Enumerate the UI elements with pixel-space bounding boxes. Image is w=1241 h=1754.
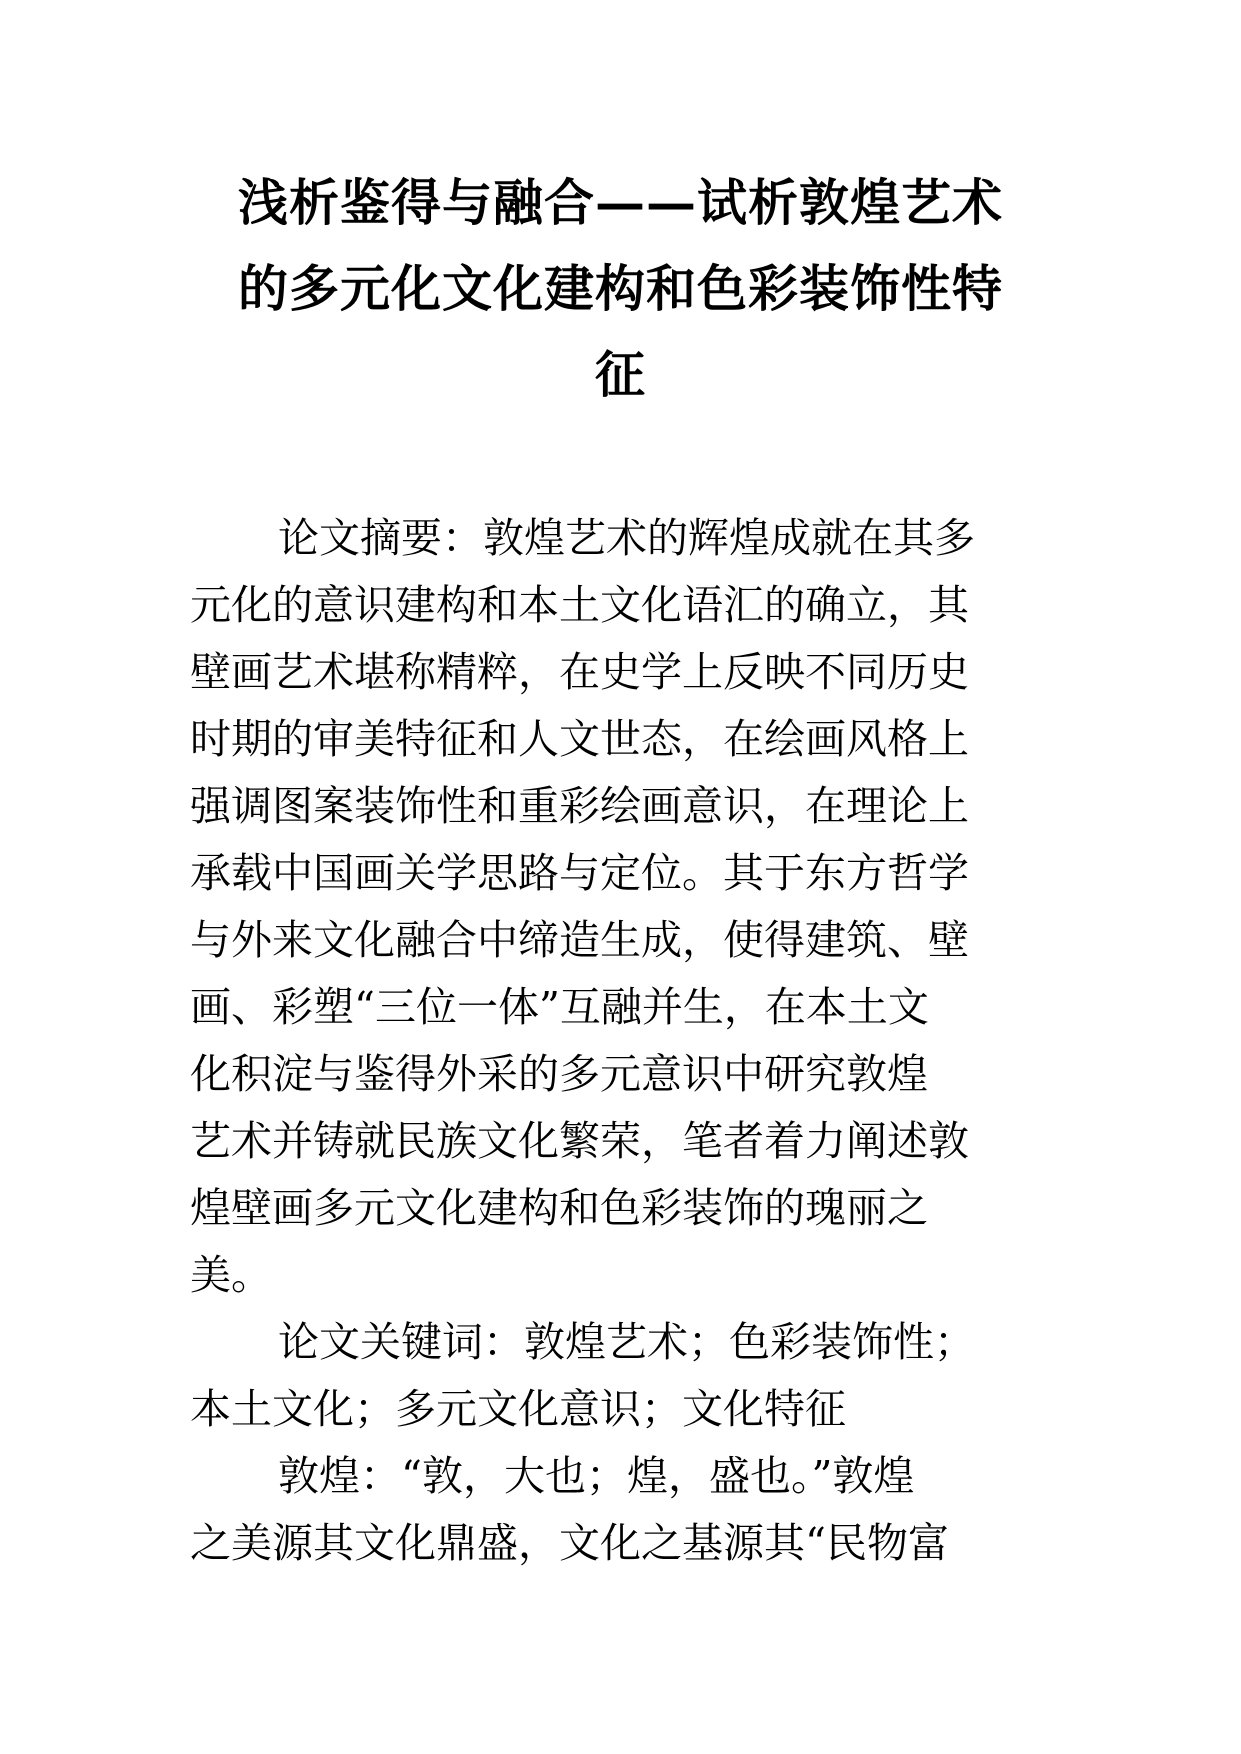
keywords-line: 论文关键词：敦煌艺术；色彩装饰性；: [278, 1318, 975, 1366]
abstract-line: 与外来文化融合中缔造生成，使得建筑、壁: [190, 916, 969, 964]
abstract-line: 承载中国画关学思路与定位。其于东方哲学: [190, 849, 969, 897]
document-body: [190, 505, 1090, 1577]
abstract-line: 艺术并铸就民族文化繁荣，笔者着力阐述敦: [190, 1117, 969, 1165]
title-line-1: 浅析鉴得与融合——试析敦煌艺术: [238, 173, 1003, 232]
title-line-2: 的多元化文化建构和色彩装饰性特: [238, 259, 1003, 318]
abstract-line: 美。: [190, 1251, 272, 1299]
paragraph-line: 之美源其文化鼎盛，文化之基源其“民物富: [190, 1519, 949, 1567]
abstract-line: 时期的审美特征和人文世态，在绘画风格上: [190, 715, 969, 763]
title-line-3: 征: [595, 345, 646, 404]
paragraph-line: 敦煌：“敦，大也；煌，盛也。”敦煌: [278, 1452, 915, 1500]
abstract-line: 论文摘要：敦煌艺术的辉煌成就在其多: [278, 514, 975, 562]
abstract-line: 元化的意识建构和本土文化语汇的确立，其: [190, 581, 969, 629]
document-title: [150, 160, 1091, 418]
abstract-line: 煌壁画多元文化建构和色彩装饰的瑰丽之: [190, 1184, 928, 1232]
keywords-line: 本土文化；多元文化意识；文化特征: [190, 1385, 846, 1433]
abstract-line: 强调图案装饰性和重彩绘画意识，在理论上: [190, 782, 969, 830]
abstract-line: 壁画艺术堪称精粹，在史学上反映不同历史: [190, 648, 969, 696]
abstract-line: 化积淀与鉴得外采的多元意识中研究敦煌: [190, 1050, 928, 1098]
abstract-line: 画、彩塑“三位一体”互融并生，在本土文: [190, 983, 929, 1031]
